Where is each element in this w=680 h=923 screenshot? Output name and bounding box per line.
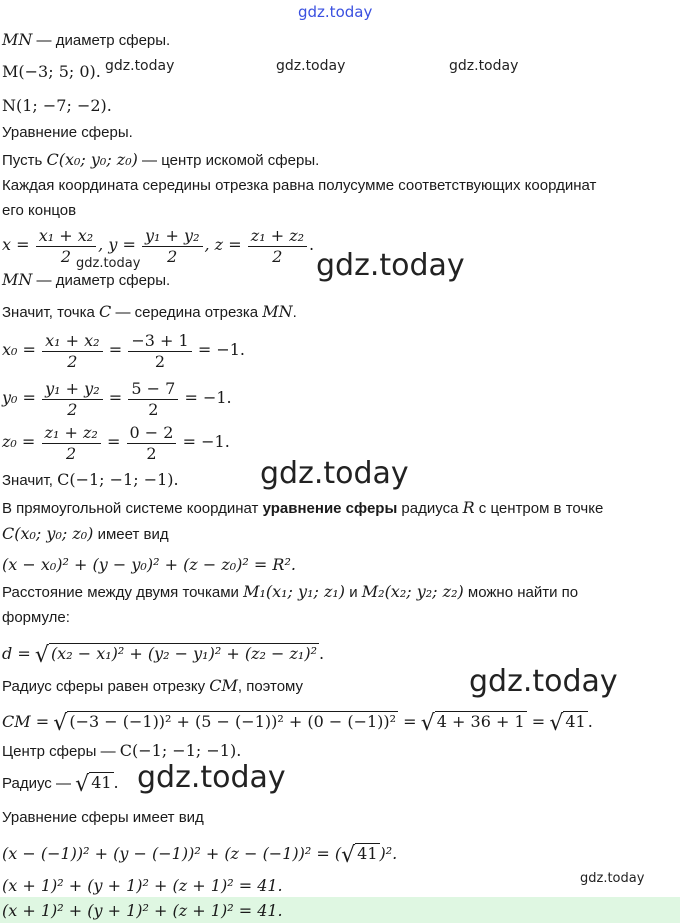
sphere-equation-general: (x − x₀)² + (y − y₀)² + (z − z₀)² = R². xyxy=(2,555,296,574)
y0-calc: y₀ = $\frac{\text{y₁ + y₂}}{2}$ = $\frac{5 - 7}{2}$ = −1. xyxy=(2,378,232,419)
watermark: gdz.today xyxy=(76,256,141,271)
watermark-large: gdz.today xyxy=(316,248,465,283)
x0-calc: x₀ = $\frac{\text{x₁ + x₂}}{2}$ = $\frac{-3 + 1}{2}$ = −1. xyxy=(2,330,245,371)
final-answer: (x + 1)² + (y + 1)² + (z + 1)² = 41. xyxy=(2,901,283,920)
watermark-large: gdz.today xyxy=(469,664,618,699)
watermark-top: gdz.today xyxy=(298,3,373,21)
text-line: Каждая координата середины отрезка равна полусумме соответствующих координат xyxy=(2,177,597,194)
text-line: В прямоугольной системе координат уравнение сферы радиуса R с центром в точке xyxy=(2,498,604,517)
watermark: gdz.today xyxy=(449,58,519,74)
text-line: Пусть C(x₀; y₀; z₀) — центр искомой сферы. xyxy=(2,150,320,169)
text-line: формуле: xyxy=(2,609,70,626)
watermark: gdz.today xyxy=(580,871,645,886)
watermark: gdz.today xyxy=(276,58,346,74)
cm-calc: CM = √ (−3 − (−1))² + (5 − (−1))² + (0 − (−1))² = √ 4 + 36 + 1 = √ 41 . xyxy=(2,711,593,736)
distance-formula: d = √ (x₂ − x₁)² + (y₂ − y₁)² + (z₂ − z₁)² . xyxy=(2,643,325,668)
text-line: его концов xyxy=(2,202,77,219)
text-line: MN — диаметр сферы. xyxy=(2,270,171,289)
text-line: Значит, точка C — середина отрезка MN. xyxy=(2,302,297,321)
text-line: Радиус сферы равен отрезку CM, поэтому xyxy=(2,676,304,695)
text-line: Значит, C(−1; −1; −1). xyxy=(2,470,179,489)
watermark-large: gdz.today xyxy=(260,456,409,491)
text-line: Центр сферы — C(−1; −1; −1). xyxy=(2,741,242,760)
text-line: Уравнение сферы имеет вид xyxy=(2,809,204,826)
watermark: gdz.today xyxy=(105,58,175,74)
text-line: C(x₀; y₀; z₀) имеет вид xyxy=(2,524,169,543)
watermark-large: gdz.today xyxy=(137,760,286,795)
sphere-equation-substituted: (x − (−1))² + (y − (−1))² + (z − (−1))² = (√ 41 )². xyxy=(2,843,398,868)
sphere-equation-simplified: (x + 1)² + (y + 1)² + (z + 1)² = 41. xyxy=(2,876,283,895)
point-n: N(1; −7; −2). xyxy=(2,96,112,115)
text-line: Расстояние между двумя точками M₁(x₁; y₁; z₁) и M₂(x₂; y₂; z₂) можно найти по xyxy=(2,582,579,601)
text-line: MN — диаметр сферы. xyxy=(2,30,171,49)
text-line: Уравнение сферы. xyxy=(2,124,133,141)
point-m: M(−3; 5; 0). xyxy=(2,62,101,81)
text-line: Радиус — √ 41 . xyxy=(2,772,119,797)
z0-calc: z₀ = $\frac{\text{z₁ + z₂}}{2}$ = $\frac{0 - 2}{2}$ = −1. xyxy=(2,422,230,463)
midpoint-formula: x = $\frac{\text{x₁ + x₂}}{2}$ , y = $\frac{\text{y₁ + y₂}}{2}$ , z = $\frac{\text{z₁ + z₂}}{2}$ . xyxy=(2,225,315,266)
